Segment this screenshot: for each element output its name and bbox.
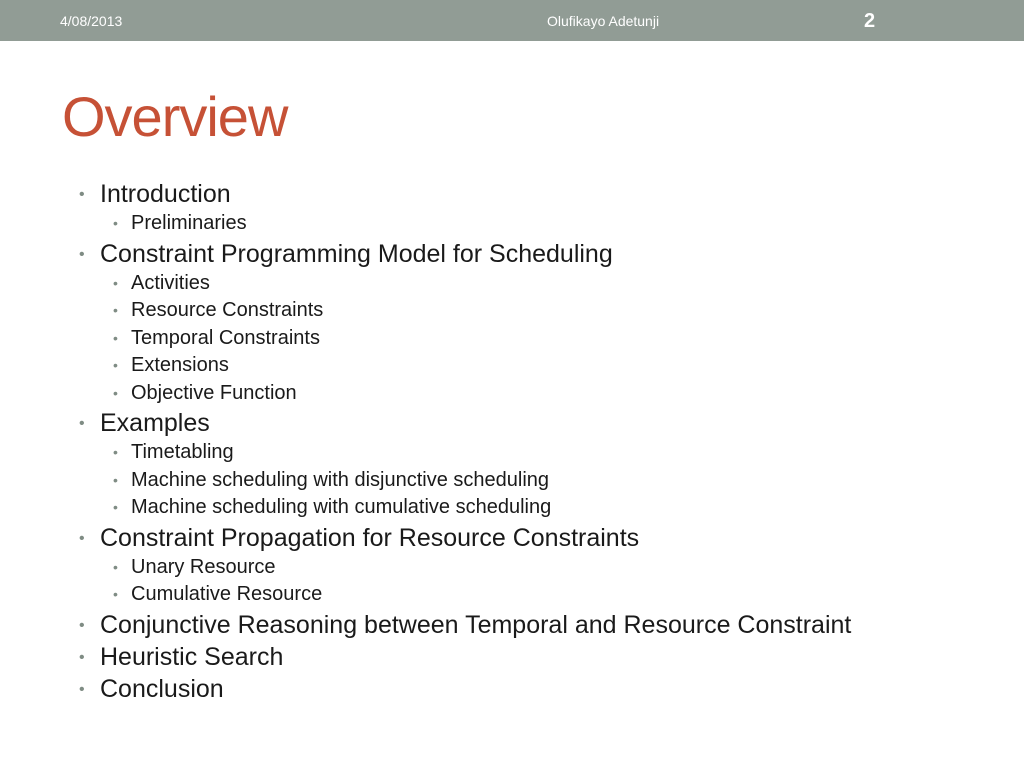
- bullet-dot-icon: •: [113, 215, 118, 231]
- bullet-text: Constraint Propagation for Resource Constraints: [100, 523, 640, 552]
- bullet-item: [0, 641, 1024, 673]
- bullet-item: [0, 407, 1024, 439]
- sub-bullet-item: [0, 297, 1024, 325]
- bullet-text: Heuristic Search: [100, 642, 284, 671]
- bullet-dot-icon: •: [79, 415, 85, 432]
- bullet-dot-icon: •: [79, 529, 85, 547]
- bullet-dot-icon: •: [79, 616, 85, 634]
- bullet-text: Conjunctive Reasoning between Temporal and Resource Constraint: [100, 610, 852, 639]
- slide-header-bar: [0, 0, 1024, 41]
- bullet-item: [0, 609, 1024, 641]
- bullet-text: Extensions: [131, 354, 229, 376]
- slide-page-number: 2: [864, 10, 876, 32]
- bullet-text: Machine scheduling with cumulative scheduling: [131, 496, 552, 518]
- slide-date: 4/08/2013: [60, 13, 123, 29]
- bullet-dot-icon: •: [113, 357, 118, 373]
- bullet-text: Temporal Constraints: [131, 326, 320, 349]
- bullet-dot-icon: •: [113, 444, 118, 460]
- sub-bullet-item: [0, 467, 1024, 495]
- bullet-text: Introduction: [100, 180, 231, 208]
- bullet-dot-icon: •: [79, 648, 85, 666]
- bullet-text: Unary Resource: [131, 555, 276, 578]
- bullet-dot-icon: •: [113, 329, 118, 346]
- bullet-text: Examples: [100, 409, 210, 437]
- bullet-dot-icon: •: [113, 558, 118, 575]
- bullet-text: Constraint Programming Model for Scheduling: [100, 239, 613, 268]
- bullet-dot-icon: •: [79, 186, 85, 203]
- slide-title: Overview: [62, 85, 288, 148]
- bullet-text: Resource Constraints: [131, 299, 324, 321]
- bullet-item: [0, 178, 1024, 210]
- bullet-text: Objective Function: [131, 381, 297, 404]
- bullet-item: [0, 673, 1024, 705]
- bullet-list: [0, 178, 1024, 705]
- sub-bullet-item: [0, 270, 1024, 298]
- sub-bullet-item: [0, 554, 1024, 582]
- bullet-text: Machine scheduling with disjunctive scheduling: [131, 468, 550, 491]
- bullet-text: Conclusion: [100, 674, 224, 703]
- bullet-text: Preliminaries: [131, 212, 247, 234]
- bullet-dot-icon: •: [113, 274, 118, 291]
- bullet-item: [0, 522, 1024, 554]
- bullet-dot-icon: •: [113, 499, 118, 515]
- sub-bullet-item: [0, 581, 1024, 609]
- sub-bullet-item: [0, 380, 1024, 408]
- bullet-dot-icon: •: [113, 384, 118, 401]
- sub-bullet-item: [0, 494, 1024, 522]
- bullet-dot-icon: •: [79, 680, 85, 698]
- bullet-dot-icon: •: [79, 245, 85, 263]
- sub-bullet-item: [0, 325, 1024, 353]
- sub-bullet-item: [0, 210, 1024, 238]
- bullet-dot-icon: •: [113, 302, 118, 318]
- sub-bullet-item: [0, 439, 1024, 467]
- slide-author: Olufikayo Adetunji: [547, 13, 660, 29]
- bullet-dot-icon: •: [113, 586, 118, 602]
- bullet-text: Activities: [131, 271, 210, 294]
- bullet-item: [0, 238, 1024, 270]
- sub-bullet-item: [0, 352, 1024, 380]
- bullet-dot-icon: •: [113, 471, 118, 488]
- bullet-text: Cumulative Resource: [131, 583, 323, 605]
- bullet-text: Timetabling: [131, 441, 234, 463]
